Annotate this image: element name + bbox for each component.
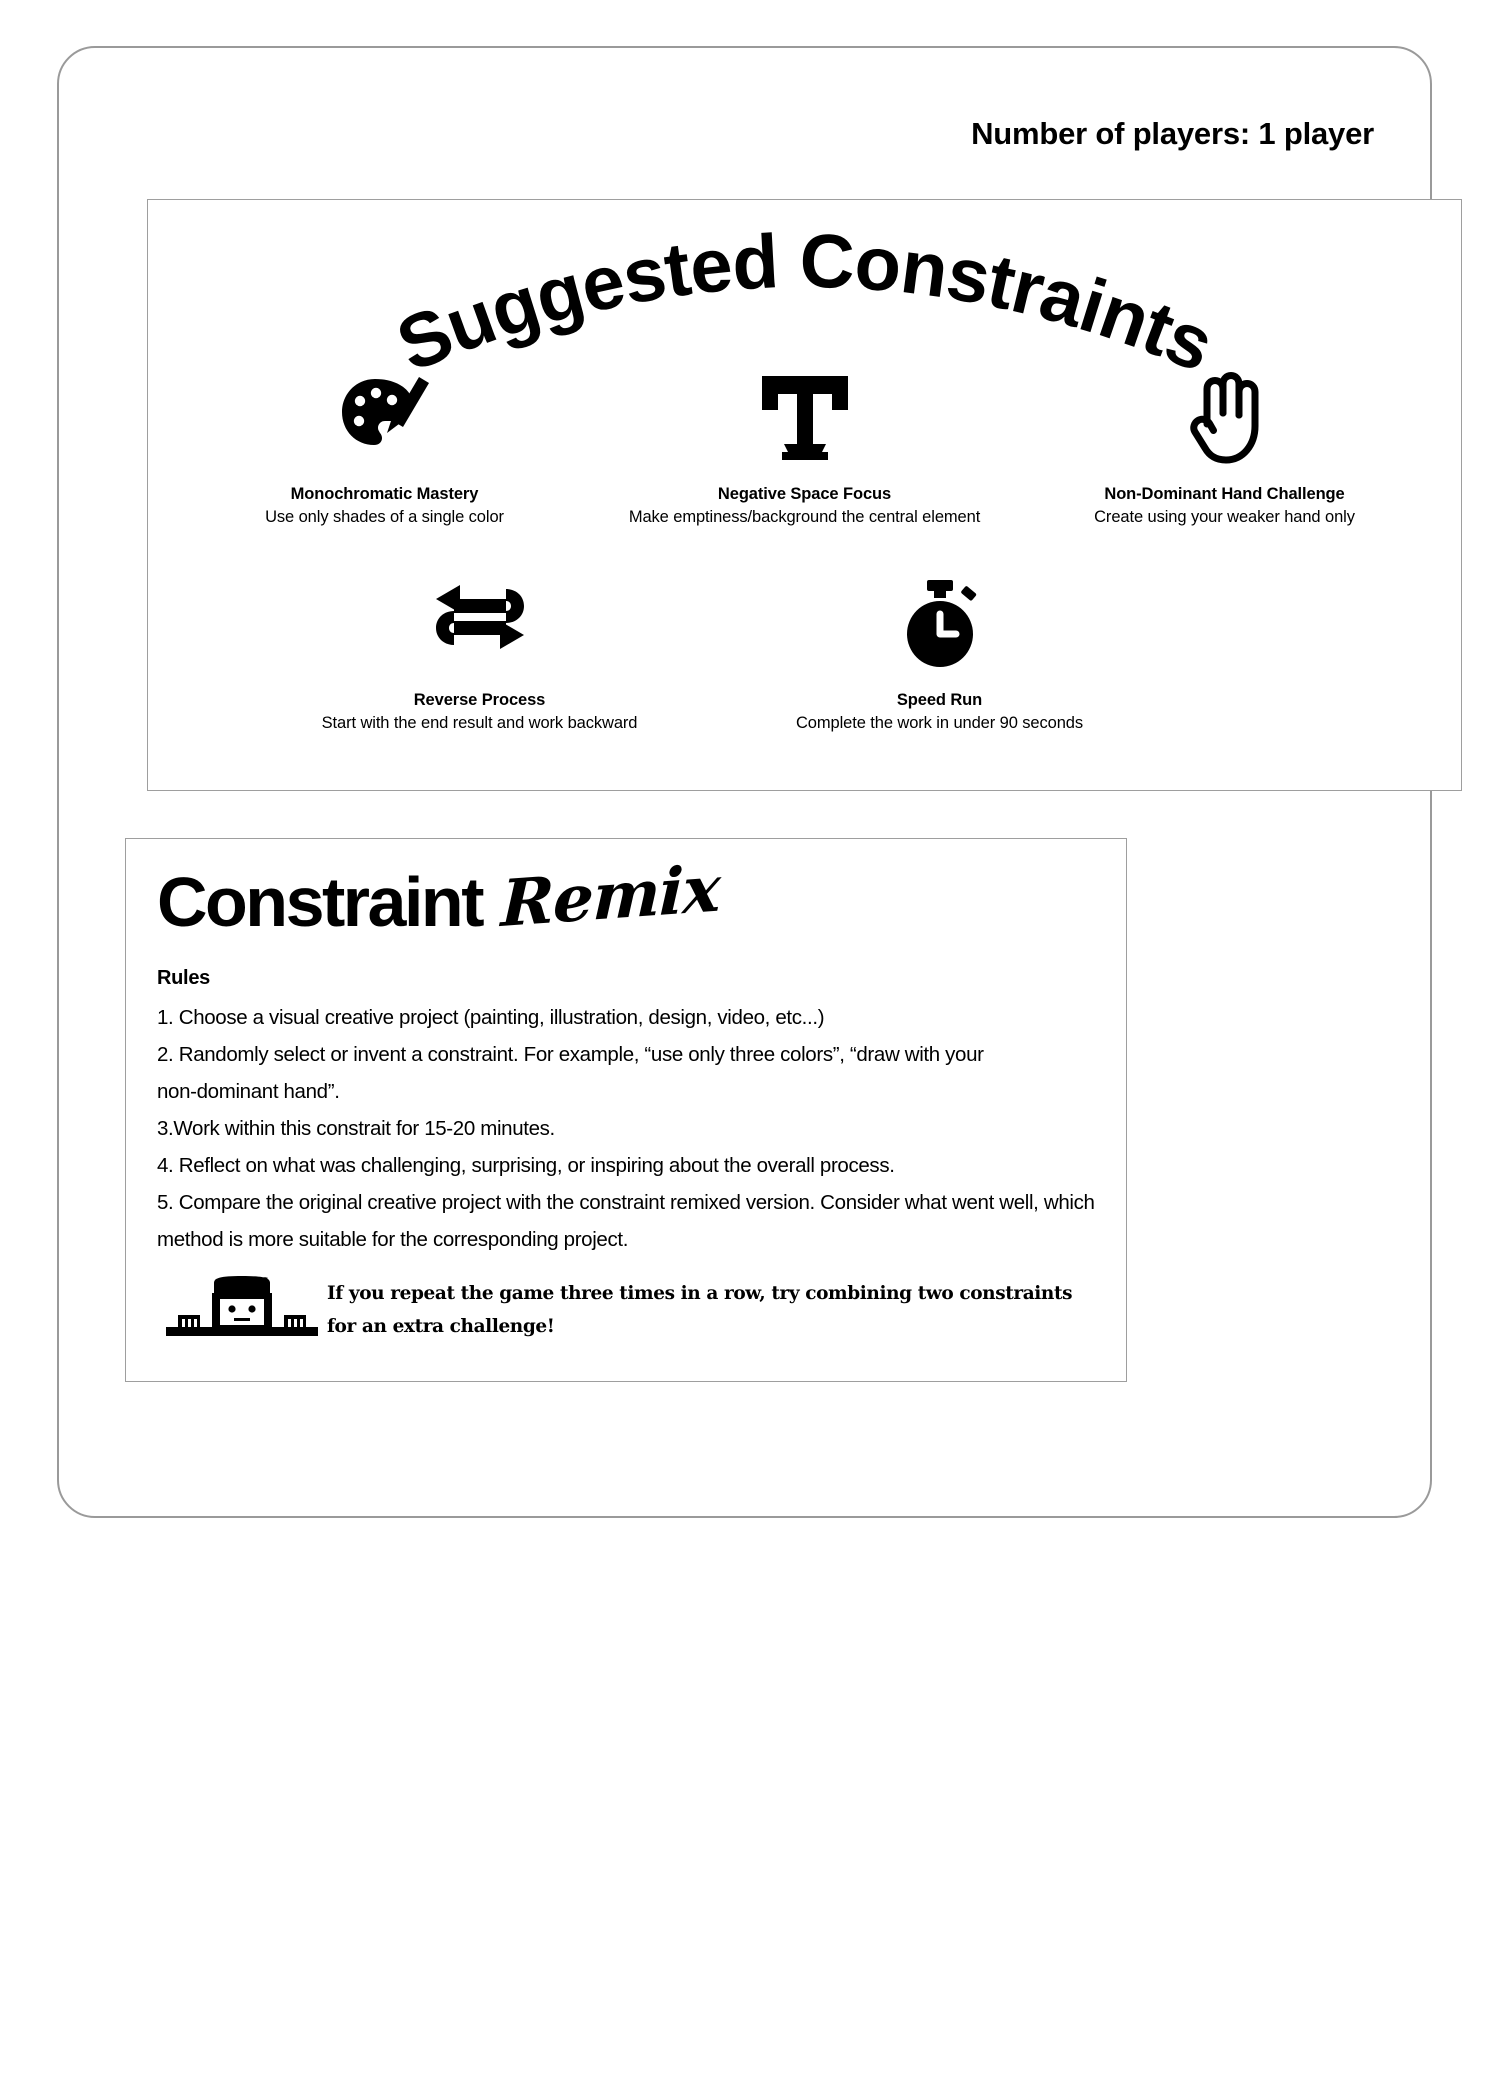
rule-line: 5. Compare the original creative project with the constraint remixed version. Consider what went well, which xyxy=(157,1191,1095,1214)
constraint-description: Create using your weaker hand only xyxy=(1094,507,1355,526)
constraint-item-negative-space-focus[interactable] xyxy=(595,370,1015,528)
constraint-item-non-dominant-hand-challenge[interactable] xyxy=(1015,370,1435,528)
constraint-item-reverse-process[interactable] xyxy=(250,576,710,734)
constraint-title: Negative Space Focus xyxy=(717,485,892,503)
brand-title xyxy=(157,851,722,943)
repeat-arrows-icon xyxy=(430,576,530,672)
peeking-character-icon xyxy=(157,1271,327,1339)
brand-word-remix: Remix xyxy=(499,851,722,943)
letter-t-icon xyxy=(760,370,850,466)
svg-text:Suggested Constraints: Suggested Constraints xyxy=(385,218,1225,389)
rule-line: 4. Reflect on what was challenging, surprising, or inspiring about the overall process. xyxy=(157,1154,895,1177)
constraints-row-2 xyxy=(148,576,1461,734)
rules-list xyxy=(157,999,1097,1258)
raised-hand-icon xyxy=(1186,370,1264,466)
rule-line: 1. Choose a visual creative project (painting, illustration, design, video, etc...) xyxy=(157,1006,825,1029)
constraint-title: Reverse Process xyxy=(413,691,546,710)
constraint-item-speed-run[interactable] xyxy=(710,576,1170,734)
tip-block xyxy=(157,1271,1097,1343)
suggested-constraints-title xyxy=(355,214,1255,394)
constraint-description: Complete the work in under 90 seconds xyxy=(795,713,1084,732)
constraints-row-1 xyxy=(148,370,1461,528)
players-count-label: Number of players: 1 player xyxy=(971,116,1374,151)
stopwatch-icon xyxy=(896,576,984,672)
worksheet-card xyxy=(57,46,1432,1518)
rules-panel xyxy=(125,838,1127,1382)
constraint-title: Non-Dominant Hand Challenge xyxy=(1104,485,1345,503)
constraint-title: Speed Run xyxy=(896,691,983,710)
rule-line: 3.Work within this constrait for 15-20 minutes. xyxy=(157,1117,555,1140)
constraint-title: Monochromatic Mastery xyxy=(290,485,479,503)
constraints-grid xyxy=(148,370,1461,734)
rule-line: non-dominant hand”. xyxy=(157,1080,340,1103)
brand-word-constraint: Constraint xyxy=(157,863,482,941)
constraint-item-monochromatic-mastery[interactable] xyxy=(175,370,595,528)
suggested-constraints-panel xyxy=(147,199,1462,791)
constraint-description: Use only shades of a single color xyxy=(265,507,504,526)
rules-heading: Rules xyxy=(157,967,210,989)
constraint-description: Make emptiness/background the central element xyxy=(628,507,981,526)
rule-line: method is more suitable for the corresponding project. xyxy=(157,1228,629,1251)
palette-icon xyxy=(339,370,431,466)
rule-line: 2. Randomly select or invent a constraint. For example, “use only three colors”, “draw with your xyxy=(157,1043,984,1066)
tip-text: If you repeat the game three times in a row, try combining two constraints for an extra challenge! xyxy=(327,1283,1073,1337)
constraint-description: Start with the end result and work backward xyxy=(321,713,638,732)
